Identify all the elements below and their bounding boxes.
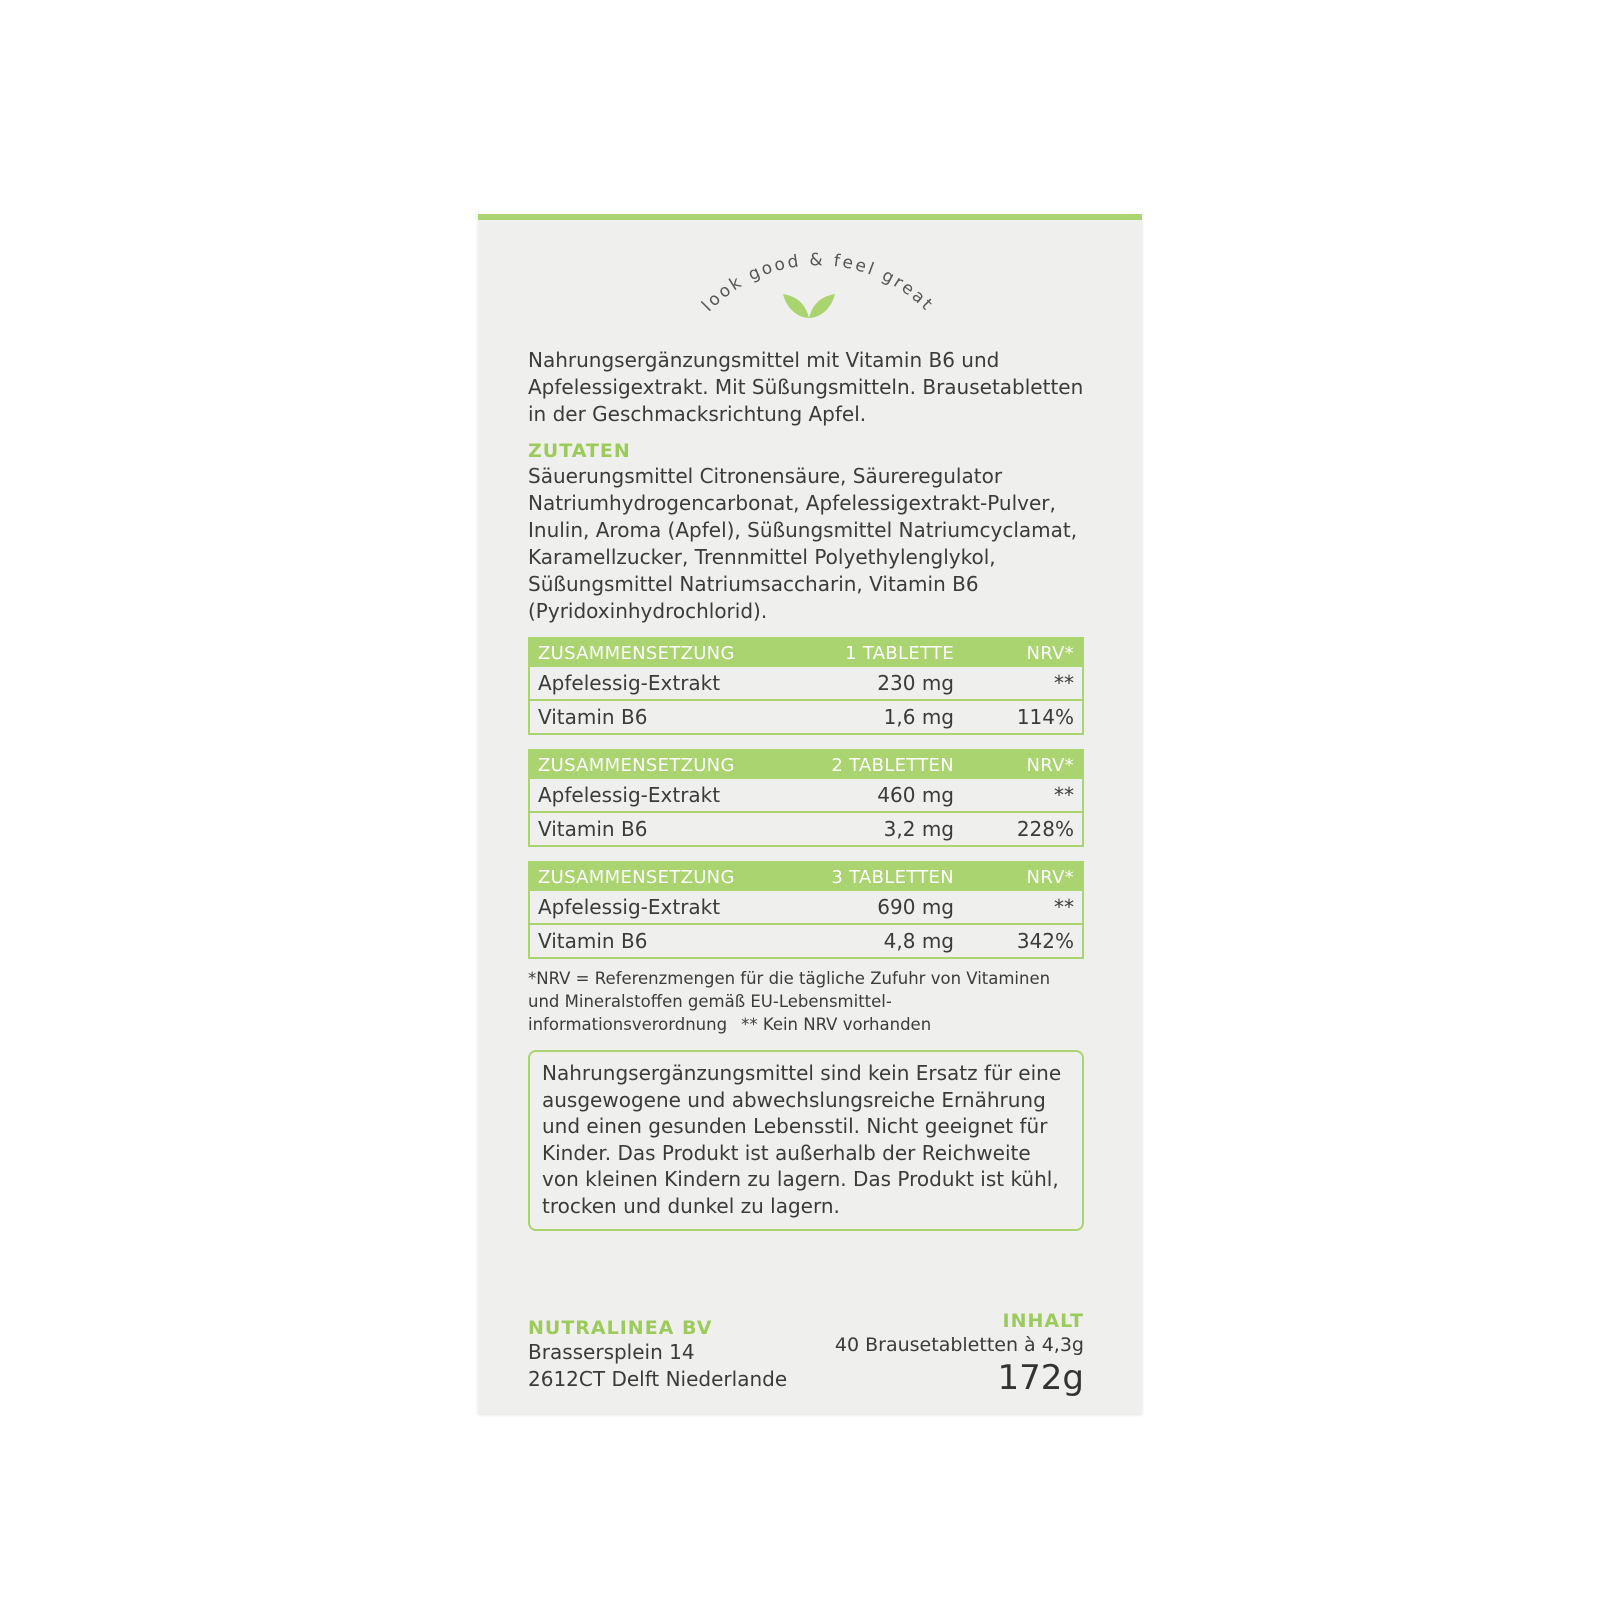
product-description: Nahrungsergänzungsmittel mit Vitamin B6 und Apfelessigextrakt. Mit Süßungsmitteln. Brausetabletten in der Geschmacksrichtung Apfel. xyxy=(528,348,1084,426)
company-city: 2612CT Delft Niederlande xyxy=(528,1367,788,1391)
table-row xyxy=(529,924,1083,958)
table-header: NRV* xyxy=(962,862,1083,891)
ingredients-title: ZUTATEN xyxy=(528,440,631,462)
label-content xyxy=(528,347,1084,1231)
table-row xyxy=(529,812,1083,846)
warning-box: Nahrungsergänzungsmittel sind kein Ersatz für eine ausgewogene und abwechslungsreiche Ernährung und einen gesunden Lebensstil. Nicht geeignet für Kinder. Das Produkt ist außerhalb der Reichweite von kleinen Kindern zu lagern. Das Produkt ist kühl, trocken und dunkel zu lagern. xyxy=(528,1050,1084,1231)
net-weight: 172g xyxy=(997,1358,1084,1398)
slogan-text: look good & feel great xyxy=(698,250,938,316)
table-cell: Vitamin B6 xyxy=(538,817,648,841)
table-row xyxy=(529,700,1083,734)
table-cell: Vitamin B6 xyxy=(538,929,648,953)
company-street: Brassersplein 14 xyxy=(528,1340,695,1364)
leaf-icon xyxy=(783,290,835,320)
table-cell: 690 mg xyxy=(776,891,962,924)
table-cell: 1,6 mg xyxy=(883,705,954,729)
table-cell: Apfelessig-Extrakt xyxy=(529,891,776,924)
table-cell: 230 mg xyxy=(776,667,962,700)
table-row xyxy=(529,779,1083,812)
table-cell: Vitamin B6 xyxy=(538,705,648,729)
ingredients-text: Säuerungsmittel Citronensäure, Säureregulator Natriumhydrogencarbonat, Apfelessigextrakt-Pulver, Inulin, Aroma (Apfel), Süßungsmittel Natriumcyclamat, Karamellzucker, Trennmittel Polyethylenglykol, Süßungsmittel Natriumsaccharin, Vitamin B6 (Pyridoxinhydrochlorid). xyxy=(528,464,1078,623)
table-cell: ** xyxy=(962,667,1083,700)
nrv-footnote xyxy=(528,967,1084,1036)
company-address xyxy=(528,1317,787,1393)
table-cell: 4,8 mg xyxy=(883,929,954,953)
package-contents xyxy=(835,1310,1084,1398)
table-cell: ** xyxy=(962,779,1083,812)
table-cell: 460 mg xyxy=(776,779,962,812)
product-box xyxy=(478,214,1142,1414)
table-header: NRV* xyxy=(962,638,1083,667)
table-header: 1 TABLETTE xyxy=(776,638,962,667)
nrv-footnote-text: *NRV = Referenzmengen für die tägliche Zufuhr von Vitaminen und Mineralstoffen gemäß EU-Lebensmittel-informationsverordnung xyxy=(528,969,1051,1034)
table-cell: Apfelessig-Extrakt xyxy=(529,779,776,812)
table-cell: 228% xyxy=(1016,817,1074,841)
table-cell: 342% xyxy=(1016,929,1074,953)
table-cell: 114% xyxy=(1016,705,1074,729)
no-nrv-footnote-text: ** Kein NRV vorhanden xyxy=(741,1015,932,1034)
composition-table-3-tablets xyxy=(528,861,1084,959)
composition-table-2-tablets xyxy=(528,749,1084,847)
table-cell: Apfelessig-Extrakt xyxy=(529,667,776,700)
table-cell: 3,2 mg xyxy=(883,817,954,841)
composition-table-1-tablet xyxy=(528,637,1084,735)
table-header: ZUSAMMENSETZUNG xyxy=(529,638,776,667)
table-cell: ** xyxy=(962,891,1083,924)
top-accent-strip xyxy=(478,214,1142,220)
contents-detail: 40 Brausetabletten à 4,3g xyxy=(834,1334,1084,1356)
table-row xyxy=(529,667,1083,700)
table-header: NRV* xyxy=(962,750,1083,779)
table-header: 2 TABLETTEN xyxy=(776,750,962,779)
contents-label: INHALT xyxy=(1002,1310,1084,1332)
table-header: ZUSAMMENSETZUNG xyxy=(529,750,776,779)
company-name: NUTRALINEA BV xyxy=(528,1317,713,1339)
table-header: ZUSAMMENSETZUNG xyxy=(529,862,776,891)
table-header: 3 TABLETTEN xyxy=(776,862,962,891)
table-row xyxy=(529,891,1083,924)
